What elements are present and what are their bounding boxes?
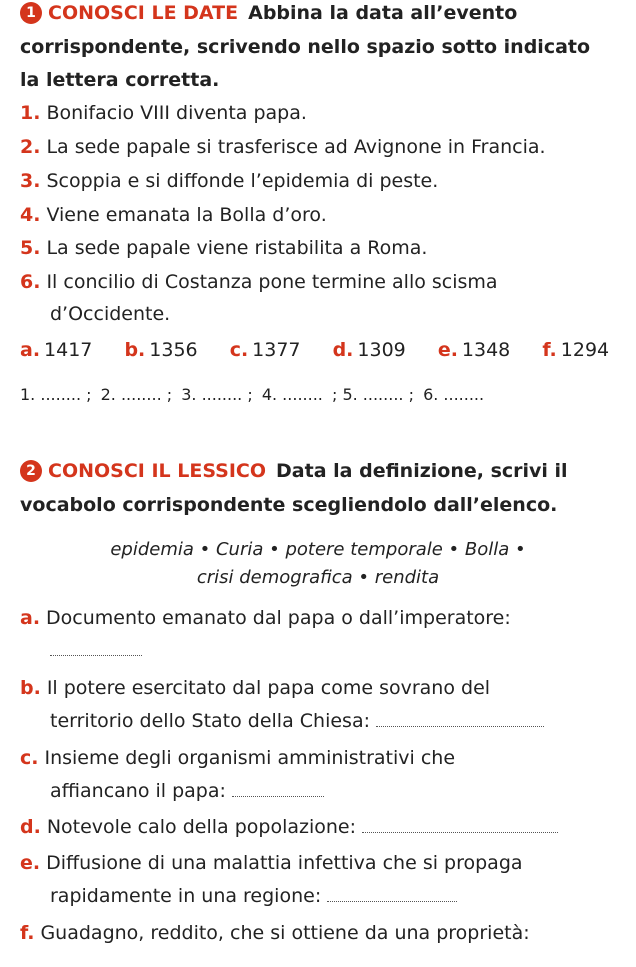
answer-blank-b[interactable]: [376, 710, 544, 727]
answer-slot-1[interactable]: 1. ........ ;: [20, 385, 92, 404]
event-number: 2.: [20, 136, 41, 158]
word-bank-line-1: epidemia • Curia • potere temporale • Bolla •: [110, 539, 526, 560]
section2-number-badge: 2: [20, 460, 42, 482]
year-option: e. 1348: [437, 339, 511, 361]
section2-instruction-2: vocabolo corrispondente scegliendolo dall’elenco.: [20, 494, 558, 516]
answer-blank-e[interactable]: [327, 885, 457, 902]
event-number: 1.: [20, 102, 41, 124]
event-text: Viene emanata la Bolla d’oro.: [46, 204, 327, 226]
definition-b-continuation: territorio dello Stato della Chiesa:: [50, 704, 636, 738]
section2-header: [20, 454, 620, 488]
event-text: Bonifacio VIII diventa papa.: [46, 102, 307, 124]
event-number: 5.: [20, 237, 41, 259]
answer-slot-4[interactable]: 4. ........: [261, 385, 323, 404]
section1-title: CONOSCI LE DATE: [48, 2, 239, 24]
year-option: c. 1377: [229, 339, 301, 361]
event-item: [20, 231, 620, 265]
answer-slot-5[interactable]: ; 5. ........ ;: [331, 385, 414, 404]
definition-c: c. Insieme degli organismi amministrativi che: [20, 747, 456, 769]
answer-blank-c[interactable]: [232, 780, 324, 797]
section2-instruction-1: Data la definizione, scrivi il: [276, 460, 568, 482]
event-item: [20, 164, 620, 198]
definition-f: f. Guadagno, reddito, che si ottiene da una proprietà:: [20, 922, 530, 944]
event-item: [20, 130, 620, 164]
section1-instruction-1: Abbina la data all’evento: [248, 2, 518, 24]
event-item: [20, 96, 620, 130]
year-option: f. 1294: [542, 339, 610, 361]
event-text: Il concilio di Costanza pone termine allo scisma: [46, 271, 498, 293]
section1-instruction-2: corrispondente, scrivendo nello spazio sotto indicato: [20, 36, 591, 58]
definition-c-continuation: affiancano il papa:: [50, 774, 636, 808]
answer-slots: [20, 378, 488, 412]
answer-slot-2[interactable]: 2. ........ ;: [100, 385, 173, 404]
definition-a: a. Documento emanato dal papa o dall’imperatore:: [20, 607, 511, 629]
answer-blank-d[interactable]: [362, 816, 558, 833]
year-options: [20, 333, 620, 367]
section1-header: [20, 0, 620, 30]
definition-d: d. Notevole calo della popolazione:: [20, 810, 620, 844]
definition-e: e. Diffusione di una malattia infettiva che si propaga: [20, 852, 523, 874]
definition-e-continuation: rapidamente in una regione:: [50, 879, 636, 913]
event-text-continuation: d’Occidente.: [50, 303, 171, 325]
event-text: La sede papale viene ristabilita a Roma.: [46, 237, 428, 259]
word-bank-line-2: crisi demografica • rendita: [196, 567, 440, 588]
event-text: Scoppia e si diffonde l’epidemia di peste.: [46, 170, 439, 192]
answer-slot-6[interactable]: 6. ........: [423, 385, 485, 404]
event-number: 4.: [20, 204, 41, 226]
year-option: b. 1356: [124, 339, 198, 361]
answer-blank-a[interactable]: [50, 633, 636, 667]
event-number: 6.: [20, 271, 41, 293]
answer-slot-3[interactable]: 3. ........ ;: [181, 385, 253, 404]
section1-instruction-3: la lettera corretta.: [20, 69, 220, 91]
event-text: La sede papale si trasferisce ad Avignone in Francia.: [46, 136, 546, 158]
section1-number-badge: 1: [20, 2, 42, 24]
year-option: a. 1417: [20, 339, 93, 361]
year-option: d. 1309: [332, 339, 406, 361]
section2-title: CONOSCI IL LESSICO: [48, 460, 267, 482]
event-item: [20, 265, 620, 299]
definition-b: b. Il potere esercitato dal papa come sovrano del: [20, 677, 491, 699]
event-item: [20, 198, 620, 232]
event-number: 3.: [20, 170, 41, 192]
